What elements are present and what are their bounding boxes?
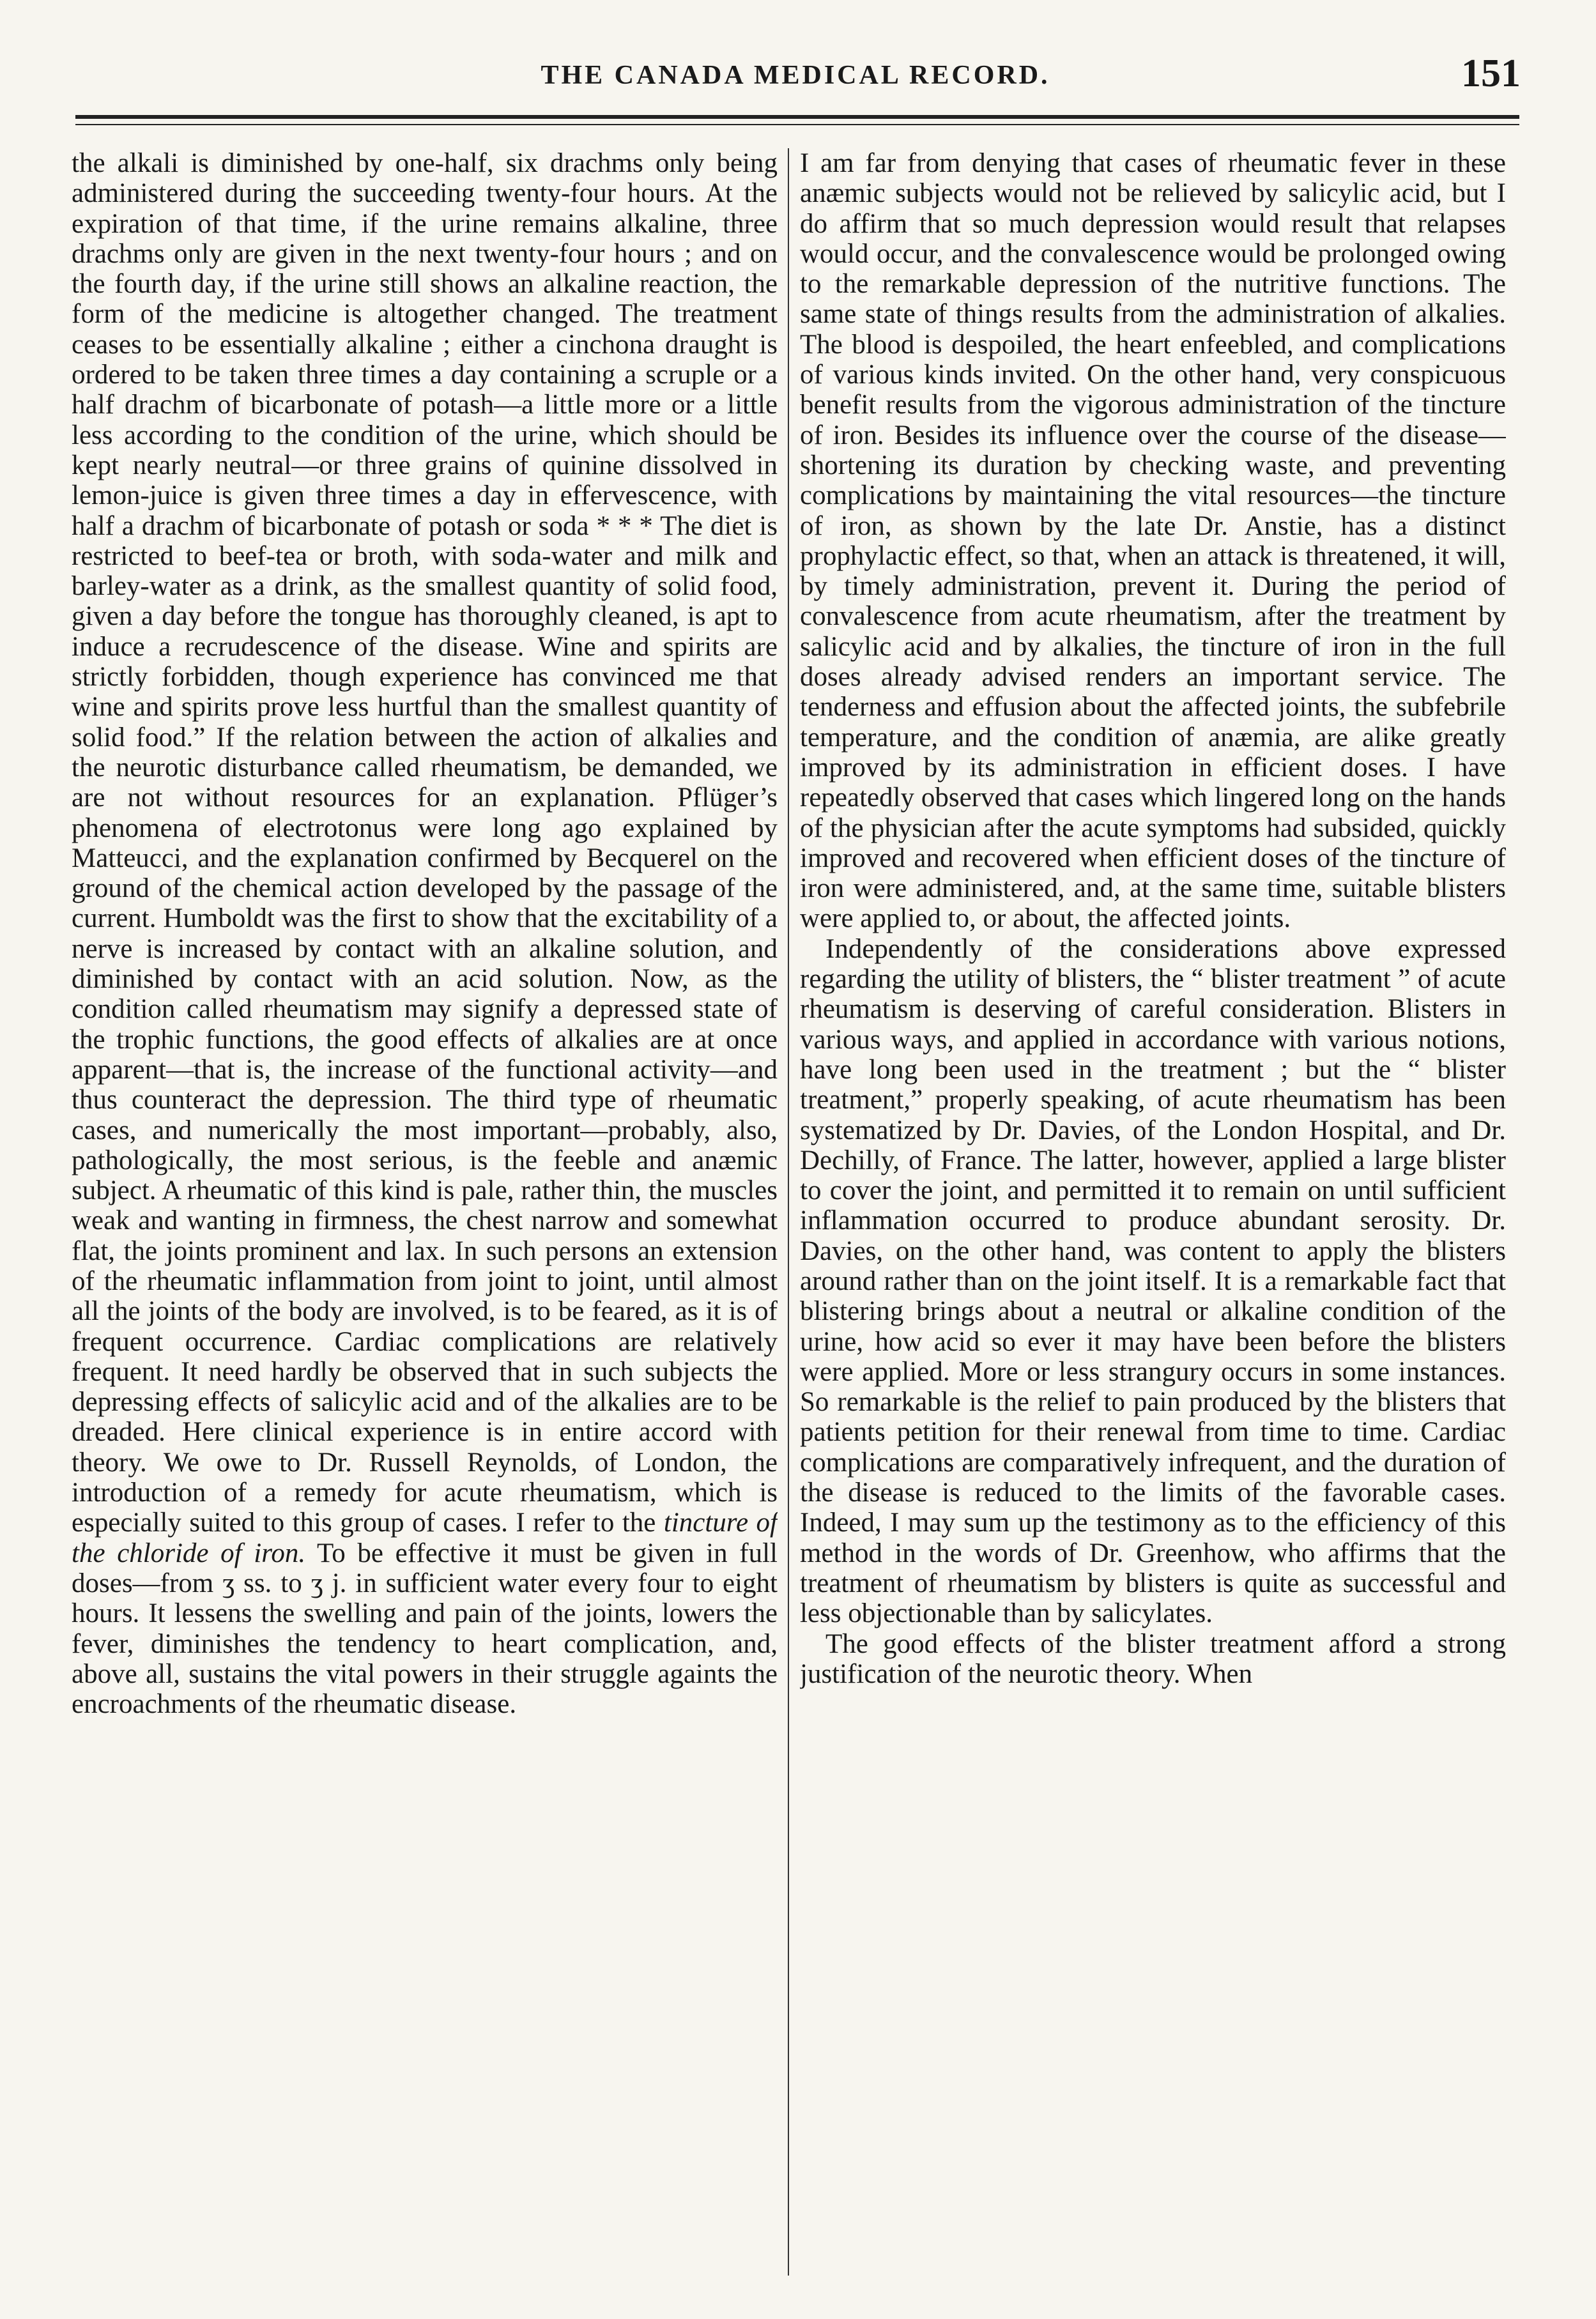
page-header: [70, 45, 1521, 102]
left-paragraph-1: [72, 148, 778, 1719]
right-column: [800, 148, 1506, 2282]
header-rule-thin: [75, 124, 1519, 125]
left-column: [72, 148, 778, 2282]
left-paragraph-1-end: To be effective it must be given in full doses—from ʒ ss. to ʒ j. in sufficient water every four to eight hours. It lessens the swelling and pain of the joints, lowers the fever, diminishes the tendency to heart complication, and, above all, sustains the vital powers in their struggle againts the encroachments of the rheumatic disease.: [72, 1538, 778, 1720]
page-number: 151: [1461, 52, 1521, 95]
right-paragraph-1: I am far from denying that cases of rheumatic fever in these anæmic subjects would not be relieved by salicylic acid, but I do affirm that so much depression would result that relapses would occur, and the convalescence would be prolonged owing to the remarkable depression of the nutritive functions. The same state of things results from the administration of alkalies. The blood is despoiled, the heart enfeebled, and complications of various kinds invited. On the other hand, very conspicuous benefit results from the vigorous administration of the tincture of iron. Besides its influence over the course of the disease—shortening its duration by checking waste, and preventing complications by maintaining the vital resources—the tincture of iron, as shown by the late Dr. Anstie, has a distinct prophylactic effect, so that, when an attack is threatened, it will, by timely administration, prevent it. During the period of convalescence from acute rheumatism, after the treatment by salicylic acid and by alkalies, the tincture of iron in the full doses already advised renders an important service. The tenderness and effusion about the affected joints, the subfebrile temperature, and the condition of anæmia, are alike greatly improved by its administration in efficient doses. I have repeatedly observed that cases which lingered long on the hands of the physician after the acute symptoms had subsided, quickly improved and recovered when efficient doses of the tincture of iron were administered, and, at the same time, suitable blisters were applied to, or about, the affected joints.: [800, 148, 1506, 934]
column-divider: [788, 148, 789, 2276]
running-title: THE CANADA MEDICAL RECORD.: [541, 61, 1050, 90]
right-paragraph-3: The good effects of the blister treatment afford a strong justification of the neurotic theory. When: [800, 1628, 1506, 1689]
left-paragraph-1-text: the alkali is diminished by one-half, six drachms only being administered during the succeeding twenty-four hours. At the expiration of that time, if the urine remains alkaline, three drachms only are given in the next twenty-four hours ; and on the fourth day, if the urine still shows an alkaline reaction, the form of the medicine is altogether changed. The treatment ceases to be essentially alkaline ; either a cinchona draught is ordered to be taken three times a day containing a scruple or a half drachm of bicarbonate of potash—a little more or a little less according to the condition of the urine, which should be kept nearly neutral—or three grains of quinine dissolved in lemon-juice is given three times a day in effervescence, with half a drachm of bicarbonate of potash or soda * * * The diet is restricted to beef-tea or broth, with soda-water and milk and barley-water as a drink, as the smallest quantity of solid food, given a day before the tongue has thoroughly cleaned, is apt to induce a recrudescence of the disease. Wine and spirits are strictly forbidden, though experience has convinced me that wine and spirits prove less hurtful than the smallest quantity of solid food.” If the relation between the action of alkalies and the neurotic disturbance called rheumatism, be demanded, we are not without resources for an explanation. Pflüger’s phenomena of electrotonus were long ago explained by Matteucci, and the explanation confirmed by Becquerel on the ground of the chemical action developed by the passage of the current. Humboldt was the first to show that the excitability of a nerve is increased by contact with an alkaline solution, and diminished by contact with an acid solution. Now, as the condition called rheumatism may signify a depressed state of the trophic functions, the good effects of alkalies are at once apparent—that is, the increase of the functional activity—and thus counteract the depression. The third type of rheumatic cases, and numerically the most important—probably, also, pathologically, the most serious, is the feeble and anæmic subject. A rheumatic of this kind is pale, rather thin, the muscles weak and wanting in firmness, the chest narrow and somewhat flat, the joints prominent and lax. In such persons an extension of the rheumatic inflammation from joint to joint, until almost all the joints of the body are involved, is to be feared, as it is of frequent occurrence. Cardiac complications are relatively frequent. It need hardly be observed that in such subjects the depressing effects of salicylic acid and of the alkalies are to be dreaded. Here clinical experience is in entire accord with theory. We owe to Dr. Russell Reynolds, of London, the introduction of a remedy for acute rheumatism, which is especially suited to this group of cases. I refer to the: [72, 148, 778, 1538]
italic-remedy-name: tincture of the chloride of iron.: [72, 1508, 778, 1568]
header-rule-thick: [75, 115, 1519, 119]
right-paragraph-2: Independently of the considerations above expressed regarding the utility of blisters, the “ blister treatment ” of acute rheumatism is deserving of careful consideration. Blisters in various ways, and applied in accordance with various notions, have long been used in the treatment ; but the “ blister treatment,” properly speaking, of acute rheumatism has been systematized by Dr. Davies, of the London Hospital, and Dr. Dechilly, of France. The latter, however, applied a large blister to cover the joint, and permitted it to remain on until sufficient inflammation occurred to produce abundant serosity. Dr. Davies, on the other hand, was content to apply the blisters around rather than on the joint itself. It is a remarkable fact that blistering brings about a neutral or alkaline condition of the urine, how acid so ever it may have been before the blisters were applied. More or less strangury occurs in some instances. So remarkable is the relief to pain produced by the blisters that patients petition for their renewal from time to time. Cardiac complications are comparatively infrequent, and the duration of the disease is reduced to the limits of the favorable cases. Indeed, I may sum up the testimony as to the efficiency of this method in the words of Dr. Greenhow, who affirms that the treatment of rheumatism by blisters is quite as successful and less objectionable than by salicylates.: [800, 933, 1506, 1629]
